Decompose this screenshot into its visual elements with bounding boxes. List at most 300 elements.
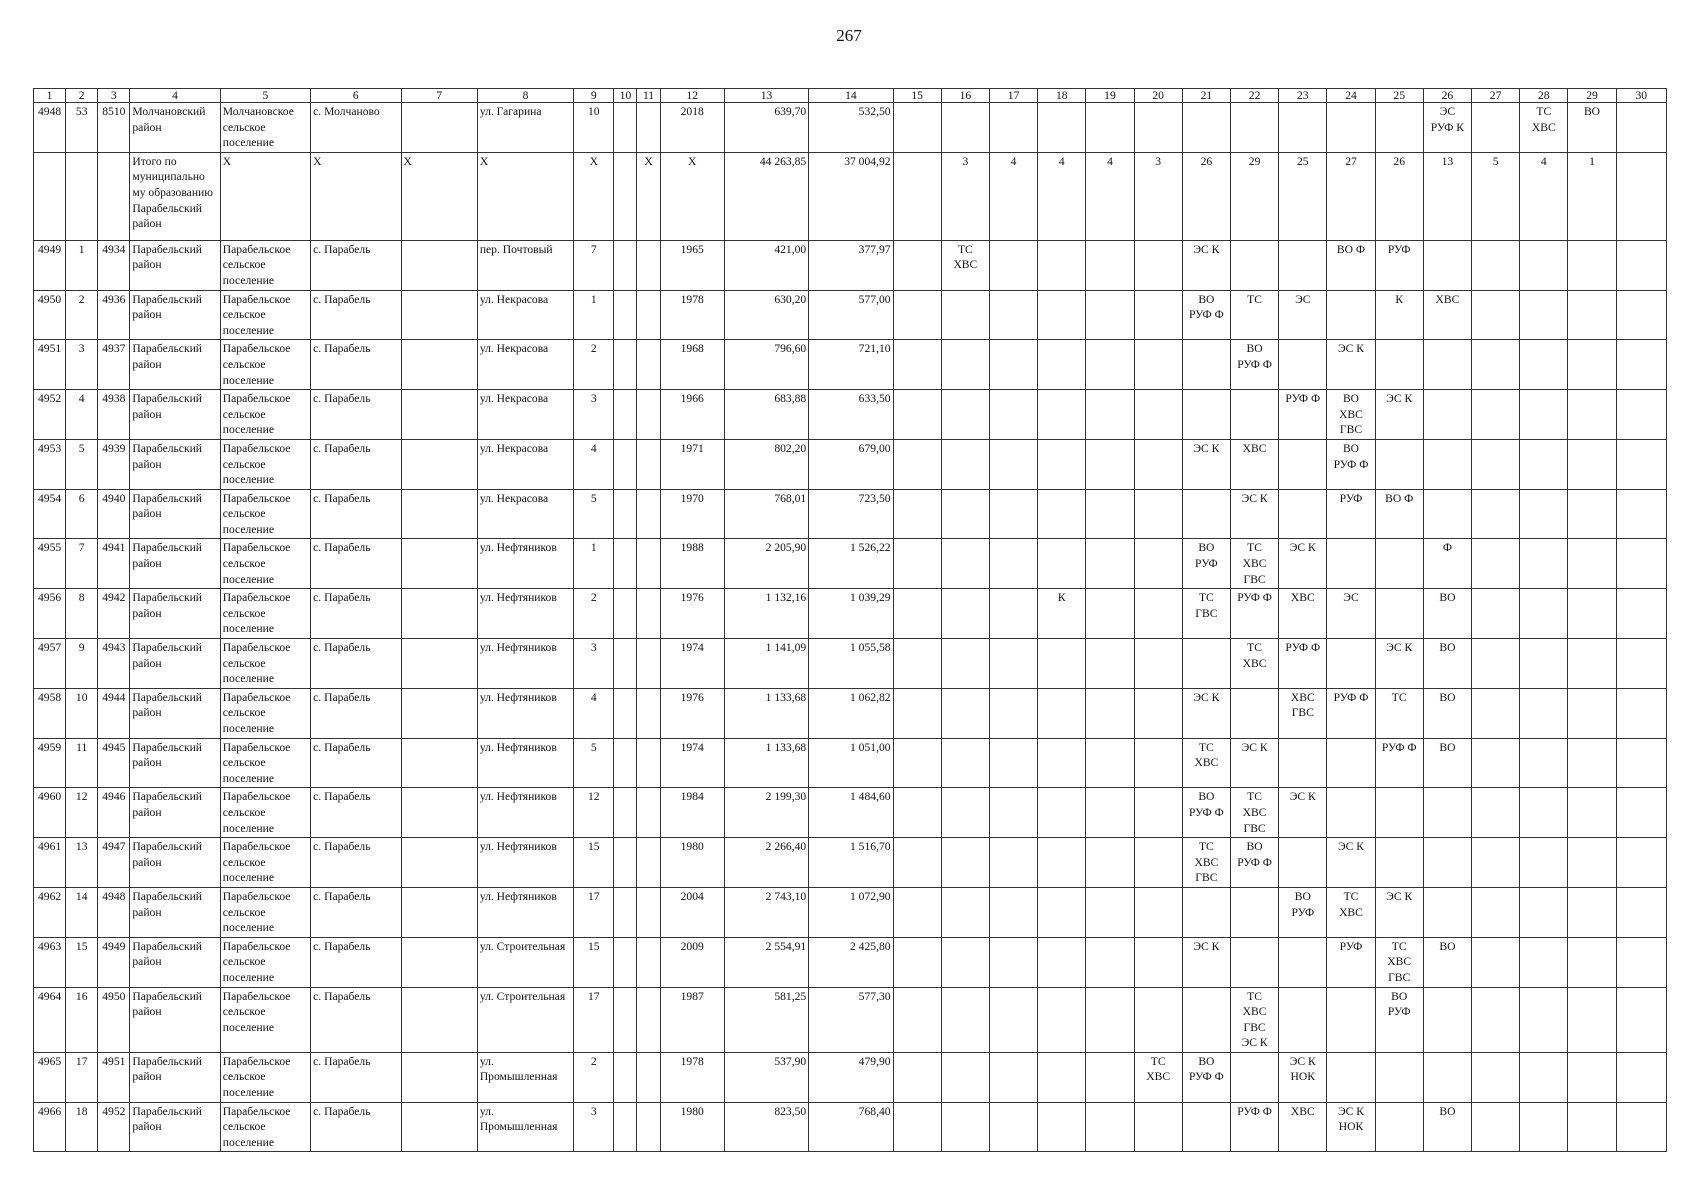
table-cell: Парабельский район bbox=[130, 340, 220, 390]
table-row bbox=[34, 539, 1667, 589]
table-cell bbox=[1038, 539, 1086, 589]
table-cell: РУФ Ф bbox=[1230, 1102, 1278, 1152]
table-cell bbox=[1279, 489, 1327, 539]
table-cell: с. Парабель bbox=[311, 688, 401, 738]
table-cell: с. Парабель bbox=[311, 1102, 401, 1152]
table-cell bbox=[614, 152, 637, 240]
table-cell: 1 484,60 bbox=[809, 788, 893, 838]
cell-line: ВО bbox=[1198, 790, 1215, 804]
table-row bbox=[34, 1102, 1667, 1152]
table-cell: с. Парабель bbox=[311, 340, 401, 390]
table-cell bbox=[1472, 1052, 1520, 1102]
column-header: 26 bbox=[1423, 89, 1471, 103]
table-cell: 1988 bbox=[660, 539, 724, 589]
table-cell bbox=[1182, 290, 1230, 340]
table-cell bbox=[1616, 240, 1666, 290]
table-cell bbox=[401, 390, 477, 440]
table-cell: 1 bbox=[574, 539, 614, 589]
table-cell bbox=[1472, 788, 1520, 838]
table-cell: 4937 bbox=[98, 340, 130, 390]
table-cell bbox=[1472, 688, 1520, 738]
table-cell bbox=[989, 688, 1037, 738]
table-cell bbox=[401, 639, 477, 689]
table-cell: 4949 bbox=[98, 937, 130, 987]
column-header: 18 bbox=[1038, 89, 1086, 103]
table-row bbox=[34, 439, 1667, 489]
column-header: 22 bbox=[1230, 89, 1278, 103]
table-cell: Парабельское сельское поселение bbox=[220, 1102, 310, 1152]
table-cell: Парабельский район bbox=[130, 489, 220, 539]
table-cell bbox=[1520, 987, 1568, 1052]
table-cell: с. Парабель bbox=[311, 539, 401, 589]
table-cell: 1 bbox=[1568, 152, 1616, 240]
table-cell: с. Парабель bbox=[311, 838, 401, 888]
table-cell: РУФ bbox=[1327, 937, 1375, 987]
table-cell bbox=[1423, 103, 1471, 153]
table-cell bbox=[98, 152, 130, 240]
table-cell bbox=[1472, 937, 1520, 987]
table-cell bbox=[1086, 937, 1134, 987]
table-cell bbox=[941, 439, 989, 489]
column-header: 29 bbox=[1568, 89, 1616, 103]
table-cell bbox=[1375, 589, 1423, 639]
table-cell: 4947 bbox=[98, 838, 130, 888]
table-cell bbox=[1038, 439, 1086, 489]
table-cell: 5 bbox=[574, 738, 614, 788]
table-cell: 1976 bbox=[660, 688, 724, 738]
table-cell bbox=[1520, 103, 1568, 153]
table-cell: Парабельское сельское поселение bbox=[220, 688, 310, 738]
table-cell bbox=[941, 240, 989, 290]
table-cell: 15 bbox=[574, 937, 614, 987]
table-cell bbox=[1327, 1102, 1375, 1152]
table-cell: X bbox=[401, 152, 477, 240]
table-cell bbox=[1375, 340, 1423, 390]
table-cell: Молчановский район bbox=[130, 103, 220, 153]
column-header: 23 bbox=[1279, 89, 1327, 103]
table-cell: 2018 bbox=[660, 103, 724, 153]
table-cell bbox=[1038, 788, 1086, 838]
table-cell: с. Парабель bbox=[311, 439, 401, 489]
table-row bbox=[34, 1052, 1667, 1102]
table-cell bbox=[1279, 738, 1327, 788]
table-cell: Парабельское сельское поселение bbox=[220, 937, 310, 987]
table-cell bbox=[1568, 539, 1616, 589]
table-cell bbox=[1230, 539, 1278, 589]
table-row bbox=[34, 340, 1667, 390]
table-cell bbox=[1230, 887, 1278, 937]
table-cell bbox=[893, 987, 941, 1052]
cell-line: НОК bbox=[1338, 1120, 1364, 1134]
table-cell: Парабельское сельское поселение bbox=[220, 390, 310, 440]
table-cell bbox=[941, 539, 989, 589]
table-cell bbox=[637, 290, 660, 340]
table-cell: 421,00 bbox=[724, 240, 808, 290]
table-cell bbox=[614, 788, 637, 838]
table-cell bbox=[1423, 390, 1471, 440]
table-cell: 2 199,30 bbox=[724, 788, 808, 838]
table-cell: Парабельское сельское поселение bbox=[220, 738, 310, 788]
table-cell: с. Парабель bbox=[311, 1052, 401, 1102]
table-cell: 1980 bbox=[660, 1102, 724, 1152]
table-cell: 581,25 bbox=[724, 987, 808, 1052]
table-cell: Парабельский район bbox=[130, 738, 220, 788]
table-cell bbox=[893, 589, 941, 639]
table-cell bbox=[1038, 390, 1086, 440]
table-cell: 1 132,16 bbox=[724, 589, 808, 639]
table-cell: 1 141,09 bbox=[724, 639, 808, 689]
table-cell: 1 039,29 bbox=[809, 589, 893, 639]
table-cell: 1 516,70 bbox=[809, 838, 893, 888]
table-cell bbox=[1616, 390, 1666, 440]
table-cell: 1966 bbox=[660, 390, 724, 440]
table-cell bbox=[1134, 688, 1182, 738]
table-cell: 4 bbox=[574, 439, 614, 489]
table-cell bbox=[941, 489, 989, 539]
table-cell bbox=[1134, 290, 1182, 340]
table-cell bbox=[1568, 887, 1616, 937]
column-header: 5 bbox=[220, 89, 310, 103]
table-cell: Парабельский район bbox=[130, 439, 220, 489]
cell-line: ХВС bbox=[1387, 955, 1412, 969]
table-cell bbox=[1327, 290, 1375, 340]
column-header: 17 bbox=[989, 89, 1037, 103]
table-cell: X bbox=[311, 152, 401, 240]
table-row bbox=[34, 290, 1667, 340]
table-cell bbox=[1182, 887, 1230, 937]
table-cell bbox=[1134, 539, 1182, 589]
table-cell bbox=[614, 290, 637, 340]
table-cell bbox=[1086, 589, 1134, 639]
table-cell bbox=[1568, 290, 1616, 340]
table-cell: 630,20 bbox=[724, 290, 808, 340]
table-cell bbox=[1568, 838, 1616, 888]
table-cell bbox=[1568, 439, 1616, 489]
column-header: 24 bbox=[1327, 89, 1375, 103]
table-cell: 1987 bbox=[660, 987, 724, 1052]
table-cell bbox=[1134, 340, 1182, 390]
table-cell: 15 bbox=[574, 838, 614, 888]
table-cell bbox=[1472, 489, 1520, 539]
table-cell: 4939 bbox=[98, 439, 130, 489]
table-cell bbox=[1568, 937, 1616, 987]
table-cell: 4 bbox=[1086, 152, 1134, 240]
table-cell bbox=[1230, 688, 1278, 738]
table-cell bbox=[1423, 240, 1471, 290]
table-cell bbox=[1472, 439, 1520, 489]
cell-line: ТС bbox=[1198, 740, 1214, 754]
cell-line: ХВС bbox=[1146, 1070, 1171, 1084]
cell-line: ЭС bbox=[1439, 105, 1456, 118]
table-row bbox=[34, 987, 1667, 1052]
table-cell: ХВС bbox=[1230, 439, 1278, 489]
table-cell: 1980 bbox=[660, 838, 724, 888]
column-header: 28 bbox=[1520, 89, 1568, 103]
table-cell bbox=[1472, 887, 1520, 937]
table-cell bbox=[1472, 589, 1520, 639]
table-cell bbox=[637, 937, 660, 987]
table-cell: Парабельское сельское поселение bbox=[220, 987, 310, 1052]
table-cell: 14 bbox=[66, 887, 98, 937]
table-cell: 3 bbox=[574, 390, 614, 440]
table-cell: Парабельский район bbox=[130, 539, 220, 589]
table-cell: 377,97 bbox=[809, 240, 893, 290]
table-cell bbox=[1520, 240, 1568, 290]
cell-line: РУФ bbox=[1387, 1005, 1411, 1019]
table-cell: 26 bbox=[1375, 152, 1423, 240]
table-cell: ул. Нефтяников bbox=[477, 589, 573, 639]
table-cell bbox=[1616, 838, 1666, 888]
table-cell bbox=[1134, 937, 1182, 987]
table-cell: Молчановское сельское поселение bbox=[220, 103, 310, 153]
table-cell bbox=[1520, 489, 1568, 539]
table-cell: Парабельское сельское поселение bbox=[220, 1052, 310, 1102]
table-cell bbox=[1230, 639, 1278, 689]
table-cell: 823,50 bbox=[724, 1102, 808, 1152]
table-cell bbox=[1568, 987, 1616, 1052]
table-cell bbox=[941, 688, 989, 738]
table-cell bbox=[941, 1052, 989, 1102]
table-cell bbox=[1520, 788, 1568, 838]
table-cell: ул. Некрасова bbox=[477, 290, 573, 340]
table-cell: 3 bbox=[574, 639, 614, 689]
table-cell bbox=[893, 639, 941, 689]
table-cell: 6 bbox=[66, 489, 98, 539]
table-cell bbox=[1038, 1052, 1086, 1102]
table-cell: 4965 bbox=[34, 1052, 66, 1102]
cell-line: ТС bbox=[1247, 541, 1262, 555]
table-cell bbox=[941, 1102, 989, 1152]
table-cell bbox=[1134, 987, 1182, 1052]
table-cell: 1971 bbox=[660, 439, 724, 489]
table-cell bbox=[1134, 887, 1182, 937]
table-cell bbox=[1472, 103, 1520, 153]
cell-line: ХВС bbox=[1242, 557, 1267, 571]
table-cell bbox=[401, 838, 477, 888]
table-cell: 796,60 bbox=[724, 340, 808, 390]
cell-line: ХВС bbox=[1242, 656, 1267, 670]
table-cell bbox=[1279, 937, 1327, 987]
table-cell bbox=[401, 290, 477, 340]
table-cell: 4955 bbox=[34, 539, 66, 589]
table-cell: 1 072,90 bbox=[809, 887, 893, 937]
table-cell bbox=[1472, 539, 1520, 589]
table-cell: 17 bbox=[574, 887, 614, 937]
table-cell bbox=[637, 390, 660, 440]
table-cell bbox=[941, 340, 989, 390]
table-cell: 3 bbox=[66, 340, 98, 390]
table-cell: 4959 bbox=[34, 738, 66, 788]
table-cell: 4952 bbox=[34, 390, 66, 440]
table-cell: Парабельское сельское поселение bbox=[220, 290, 310, 340]
cell-line: ЭС К bbox=[1241, 1036, 1268, 1050]
table-cell: 18 bbox=[66, 1102, 98, 1152]
table-row bbox=[34, 937, 1667, 987]
cell-line: ВО bbox=[1198, 541, 1215, 555]
column-header: 2 bbox=[66, 89, 98, 103]
table-cell: 2 554,91 bbox=[724, 937, 808, 987]
table-cell: Парабельский район bbox=[130, 240, 220, 290]
table-row bbox=[34, 152, 1667, 240]
table-cell: 2 bbox=[66, 290, 98, 340]
table-cell bbox=[893, 390, 941, 440]
table-cell: 10 bbox=[66, 688, 98, 738]
table-cell: с. Парабель bbox=[311, 788, 401, 838]
table-cell bbox=[989, 788, 1037, 838]
table-cell: X bbox=[477, 152, 573, 240]
table-cell: 13 bbox=[66, 838, 98, 888]
table-cell: ТС bbox=[1375, 688, 1423, 738]
table-cell bbox=[989, 103, 1037, 153]
table-cell bbox=[1616, 1052, 1666, 1102]
table-cell bbox=[1616, 539, 1666, 589]
table-cell bbox=[1520, 1052, 1568, 1102]
table-cell bbox=[1616, 937, 1666, 987]
table-cell: 7 bbox=[574, 240, 614, 290]
cell-line: ТС bbox=[1536, 105, 1552, 118]
table-cell: с. Парабель bbox=[311, 937, 401, 987]
table-cell bbox=[1327, 539, 1375, 589]
table-cell bbox=[1182, 639, 1230, 689]
cell-line: РУФ Ф bbox=[1237, 855, 1272, 869]
table-cell bbox=[941, 937, 989, 987]
table-cell bbox=[1086, 887, 1134, 937]
table-cell: Парабельское сельское поселение bbox=[220, 589, 310, 639]
table-cell: 4951 bbox=[34, 340, 66, 390]
table-cell bbox=[1086, 1102, 1134, 1152]
table-cell: ул. Строительная bbox=[477, 937, 573, 987]
table-cell bbox=[893, 152, 941, 240]
column-header: 19 bbox=[1086, 89, 1134, 103]
table-cell bbox=[1375, 103, 1423, 153]
table-cell bbox=[1230, 937, 1278, 987]
table-cell bbox=[1134, 738, 1182, 788]
table-cell bbox=[1279, 987, 1327, 1052]
column-header: 12 bbox=[660, 89, 724, 103]
cell-line: ТС bbox=[1391, 939, 1407, 953]
table-cell bbox=[1230, 838, 1278, 888]
table-cell bbox=[614, 103, 637, 153]
table-cell bbox=[1182, 1102, 1230, 1152]
table-cell bbox=[1038, 103, 1086, 153]
table-cell bbox=[1375, 788, 1423, 838]
table-cell: 4940 bbox=[98, 489, 130, 539]
table-cell: 1 526,22 bbox=[809, 539, 893, 589]
table-cell bbox=[989, 489, 1037, 539]
table-cell bbox=[614, 639, 637, 689]
table-cell: с. Парабель bbox=[311, 589, 401, 639]
table-cell: ВО bbox=[1423, 688, 1471, 738]
table-cell: ЭС bbox=[1327, 589, 1375, 639]
cell-line: ТС bbox=[1198, 840, 1214, 854]
table-cell bbox=[989, 1052, 1037, 1102]
table-cell bbox=[1568, 240, 1616, 290]
table-cell bbox=[989, 539, 1037, 589]
table-cell: ул. Некрасова bbox=[477, 489, 573, 539]
table-cell: 10 bbox=[574, 103, 614, 153]
table-body bbox=[34, 103, 1667, 1152]
column-header: 21 bbox=[1182, 89, 1230, 103]
table-cell: ВО bbox=[1423, 738, 1471, 788]
cell-line: ГВС bbox=[1243, 821, 1266, 835]
table-cell bbox=[1182, 489, 1230, 539]
table-cell: Парабельский район bbox=[130, 937, 220, 987]
table-cell bbox=[1134, 240, 1182, 290]
table-cell bbox=[1086, 987, 1134, 1052]
table-cell bbox=[1568, 589, 1616, 639]
table-cell: 1965 bbox=[660, 240, 724, 290]
table-cell: 15 bbox=[66, 937, 98, 987]
table-cell bbox=[1327, 987, 1375, 1052]
table-cell: 2 bbox=[574, 340, 614, 390]
table-cell: 44 263,85 bbox=[724, 152, 808, 240]
table-cell: ул. Нефтяников bbox=[477, 838, 573, 888]
table-cell bbox=[637, 788, 660, 838]
table-cell bbox=[1086, 439, 1134, 489]
table-cell bbox=[989, 937, 1037, 987]
table-cell: 8510 bbox=[98, 103, 130, 153]
table-cell: 2 bbox=[574, 589, 614, 639]
table-cell: 8 bbox=[66, 589, 98, 639]
table-cell: 27 bbox=[1327, 152, 1375, 240]
table-cell: 4954 bbox=[34, 489, 66, 539]
column-header: 16 bbox=[941, 89, 989, 103]
table-cell bbox=[1616, 439, 1666, 489]
cell-line: ВО bbox=[1198, 292, 1215, 306]
table-cell bbox=[401, 489, 477, 539]
table-cell bbox=[1038, 340, 1086, 390]
table-cell bbox=[614, 937, 637, 987]
table-cell: 721,10 bbox=[809, 340, 893, 390]
cell-line: ТС bbox=[1247, 790, 1262, 804]
cell-line: ЭС К bbox=[1289, 1054, 1316, 1068]
table-cell bbox=[1038, 1102, 1086, 1152]
table-cell: 639,70 bbox=[724, 103, 808, 153]
table-cell bbox=[637, 103, 660, 153]
table-cell bbox=[1279, 1052, 1327, 1102]
table-cell bbox=[1520, 937, 1568, 987]
cell-line: ГВС bbox=[1195, 606, 1218, 620]
table-cell bbox=[1230, 390, 1278, 440]
table-cell bbox=[893, 688, 941, 738]
table-cell: 4962 bbox=[34, 887, 66, 937]
cell-line: ТС bbox=[1150, 1054, 1166, 1068]
table-cell bbox=[1230, 1052, 1278, 1102]
table-cell bbox=[1520, 639, 1568, 689]
table-cell bbox=[1568, 788, 1616, 838]
table-row bbox=[34, 887, 1667, 937]
table-cell: ВО bbox=[1423, 589, 1471, 639]
cell-line: ХВС bbox=[1194, 855, 1219, 869]
table-cell bbox=[1086, 639, 1134, 689]
table-cell bbox=[1134, 489, 1182, 539]
table-cell: 4943 bbox=[98, 639, 130, 689]
table-cell: 1 051,00 bbox=[809, 738, 893, 788]
table-cell bbox=[1616, 152, 1666, 240]
table-cell bbox=[989, 838, 1037, 888]
table-cell bbox=[1279, 340, 1327, 390]
table-cell: Парабельский район bbox=[130, 838, 220, 888]
table-cell bbox=[989, 887, 1037, 937]
table-cell bbox=[637, 1052, 660, 1102]
table-cell bbox=[1616, 103, 1666, 153]
table-cell: РУФ Ф bbox=[1375, 738, 1423, 788]
table-cell: Парабельский район bbox=[130, 987, 220, 1052]
table-cell: 11 bbox=[66, 738, 98, 788]
table-cell bbox=[1472, 738, 1520, 788]
table-cell bbox=[941, 589, 989, 639]
table-cell bbox=[1327, 439, 1375, 489]
